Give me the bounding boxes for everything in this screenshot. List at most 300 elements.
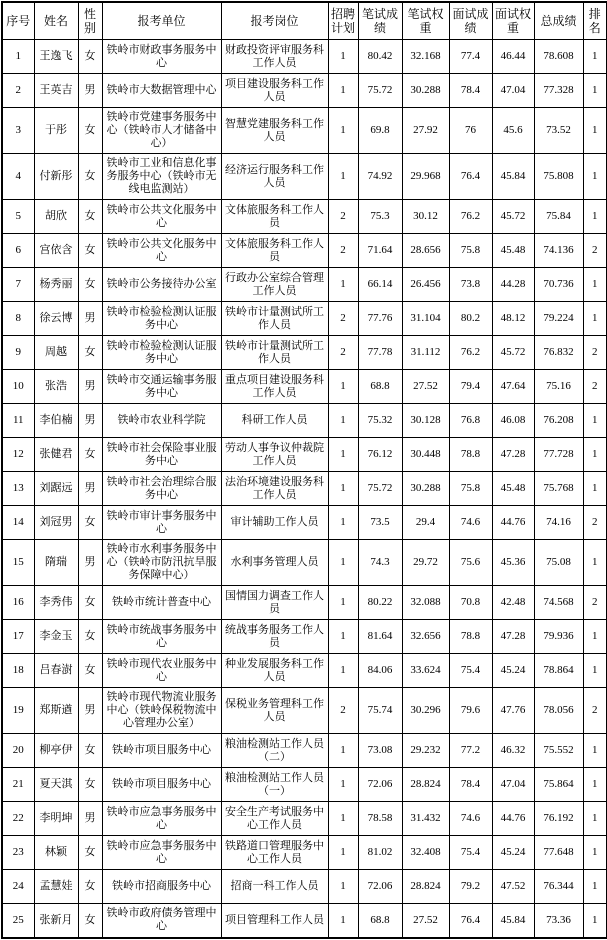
cell-written-weight: 27.52: [402, 904, 449, 938]
cell-serial: 15: [2, 540, 34, 586]
column-header-total-score: 总成绩: [534, 2, 583, 40]
cell-serial: 1: [2, 40, 34, 74]
cell-interview-weight: 46.08: [492, 404, 534, 438]
cell-plan: 2: [328, 688, 358, 734]
cell-name: 刘踞远: [34, 472, 78, 506]
cell-gender: 男: [78, 472, 102, 506]
cell-gender: 女: [78, 904, 102, 938]
table-row: [2, 802, 607, 836]
cell-unit: 铁岭市审计事务服务中心: [102, 506, 221, 540]
cell-name: 李秀伟: [34, 586, 78, 620]
cell-interview-weight: 47.52: [492, 870, 534, 904]
cell-position: 劳动人事争议仲裁院工作人员: [221, 438, 328, 472]
cell-serial: 24: [2, 870, 34, 904]
cell-plan: 1: [328, 586, 358, 620]
cell-total-score: 74.136: [534, 234, 583, 268]
cell-position: 科研工作人员: [221, 404, 328, 438]
cell-written-score: 66.14: [358, 268, 402, 302]
cell-written-weight: 26.456: [402, 268, 449, 302]
cell-unit: 铁岭市检验检测认证服务中心: [102, 302, 221, 336]
cell-gender: 女: [78, 654, 102, 688]
table-row: [2, 472, 607, 506]
table-row: [2, 734, 607, 768]
cell-total-score: 75.08: [534, 540, 583, 586]
cell-total-score: 75.808: [534, 154, 583, 200]
cell-gender: 女: [78, 438, 102, 472]
cell-total-score: 73.52: [534, 108, 583, 154]
cell-unit: 铁岭市公务接待办公室: [102, 268, 221, 302]
cell-interview-weight: 45.6: [492, 108, 534, 154]
cell-interview-score: 76.2: [449, 200, 492, 234]
cell-interview-weight: 45.48: [492, 472, 534, 506]
cell-interview-weight: 45.24: [492, 654, 534, 688]
cell-gender: 女: [78, 506, 102, 540]
table-row: [2, 620, 607, 654]
cell-name: 隋瑞: [34, 540, 78, 586]
cell-gender: 男: [78, 370, 102, 404]
cell-serial: 7: [2, 268, 34, 302]
cell-interview-score: 75.4: [449, 654, 492, 688]
cell-rank: 1: [583, 768, 607, 802]
cell-position: 项目管理科工作人员: [221, 904, 328, 938]
cell-name: 王逸飞: [34, 40, 78, 74]
cell-name: 张新月: [34, 904, 78, 938]
cell-interview-weight: 45.72: [492, 200, 534, 234]
cell-name: 张健君: [34, 438, 78, 472]
table-body: [2, 40, 607, 938]
cell-position: 国情国力调查工作人员: [221, 586, 328, 620]
cell-interview-score: 79.2: [449, 870, 492, 904]
cell-total-score: 76.344: [534, 870, 583, 904]
cell-rank: 1: [583, 74, 607, 108]
cell-interview-score: 77.4: [449, 40, 492, 74]
cell-plan: 1: [328, 802, 358, 836]
cell-written-score: 80.22: [358, 586, 402, 620]
column-header-gender: 性别: [78, 2, 102, 40]
cell-position: 铁岭市计量测试所工作人员: [221, 302, 328, 336]
cell-plan: 1: [328, 734, 358, 768]
cell-name: 柳亭伊: [34, 734, 78, 768]
cell-written-weight: 30.288: [402, 472, 449, 506]
cell-written-weight: 31.432: [402, 802, 449, 836]
cell-unit: 铁岭市项目服务中心: [102, 768, 221, 802]
cell-unit: 铁岭市统战事务服务中心: [102, 620, 221, 654]
cell-written-score: 76.12: [358, 438, 402, 472]
cell-total-score: 75.552: [534, 734, 583, 768]
cell-unit: 铁岭市现代农业服务中心: [102, 654, 221, 688]
table-row: [2, 404, 607, 438]
cell-total-score: 77.648: [534, 836, 583, 870]
cell-serial: 25: [2, 904, 34, 938]
cell-written-score: 73.08: [358, 734, 402, 768]
cell-total-score: 79.224: [534, 302, 583, 336]
table-row: [2, 336, 607, 370]
cell-name: 夏天淇: [34, 768, 78, 802]
table-row: [2, 586, 607, 620]
cell-gender: 女: [78, 268, 102, 302]
cell-unit: 铁岭市政府债务管理中心: [102, 904, 221, 938]
cell-plan: 1: [328, 438, 358, 472]
cell-total-score: 70.736: [534, 268, 583, 302]
cell-interview-weight: 47.28: [492, 620, 534, 654]
cell-rank: 2: [583, 370, 607, 404]
cell-rank: 2: [583, 586, 607, 620]
cell-gender: 女: [78, 234, 102, 268]
cell-rank: 1: [583, 540, 607, 586]
cell-rank: 2: [583, 506, 607, 540]
cell-plan: 1: [328, 540, 358, 586]
cell-gender: 男: [78, 74, 102, 108]
cell-interview-score: 75.8: [449, 234, 492, 268]
cell-gender: 女: [78, 870, 102, 904]
cell-serial: 16: [2, 586, 34, 620]
cell-position: 粮油检测站工作人员（一）: [221, 768, 328, 802]
cell-gender: 男: [78, 404, 102, 438]
cell-gender: 女: [78, 154, 102, 200]
cell-plan: 1: [328, 620, 358, 654]
cell-total-score: 73.36: [534, 904, 583, 938]
cell-name: 胡欣: [34, 200, 78, 234]
cell-name: 周越: [34, 336, 78, 370]
cell-position: 法治环境建设服务科工作人员: [221, 472, 328, 506]
cell-rank: 1: [583, 904, 607, 938]
cell-name: 宫依含: [34, 234, 78, 268]
cell-written-score: 73.5: [358, 506, 402, 540]
cell-interview-score: 78.8: [449, 620, 492, 654]
cell-plan: 2: [328, 200, 358, 234]
cell-interview-score: 79.6: [449, 688, 492, 734]
cell-position: 审计辅助工作人员: [221, 506, 328, 540]
cell-interview-weight: 47.76: [492, 688, 534, 734]
cell-rank: 1: [583, 870, 607, 904]
cell-written-weight: 30.288: [402, 74, 449, 108]
table-row: [2, 74, 607, 108]
cell-plan: 1: [328, 370, 358, 404]
cell-position: 统战事务服务工作人员: [221, 620, 328, 654]
cell-serial: 3: [2, 108, 34, 154]
cell-interview-weight: 44.76: [492, 506, 534, 540]
table-row: [2, 540, 607, 586]
cell-gender: 女: [78, 40, 102, 74]
cell-gender: 女: [78, 768, 102, 802]
cell-gender: 女: [78, 586, 102, 620]
cell-rank: 1: [583, 154, 607, 200]
cell-serial: 8: [2, 302, 34, 336]
cell-interview-score: 74.6: [449, 506, 492, 540]
cell-position: 保税业务管理科工作人员: [221, 688, 328, 734]
cell-unit: 铁岭市统计普查中心: [102, 586, 221, 620]
cell-written-score: 72.06: [358, 870, 402, 904]
cell-position: 财政投资评审服务科工作人员: [221, 40, 328, 74]
table-row: [2, 40, 607, 74]
cell-written-weight: 29.4: [402, 506, 449, 540]
column-header-interview-weight: 面试权重: [492, 2, 534, 40]
cell-interview-weight: 47.04: [492, 74, 534, 108]
cell-position: 行政办公室综合管理工作人员: [221, 268, 328, 302]
table-row: [2, 438, 607, 472]
cell-interview-score: 78.4: [449, 768, 492, 802]
table-row: [2, 870, 607, 904]
cell-serial: 14: [2, 506, 34, 540]
cell-total-score: 75.16: [534, 370, 583, 404]
cell-unit: 铁岭市公共文化服务中心: [102, 200, 221, 234]
cell-name: 付新彤: [34, 154, 78, 200]
cell-written-score: 80.42: [358, 40, 402, 74]
cell-position: 文体旅服务科工作人员: [221, 200, 328, 234]
cell-interview-weight: 45.36: [492, 540, 534, 586]
cell-interview-weight: 46.32: [492, 734, 534, 768]
cell-unit: 铁岭市公共文化服务中心: [102, 234, 221, 268]
cell-unit: 铁岭市农业科学院: [102, 404, 221, 438]
cell-gender: 女: [78, 200, 102, 234]
column-header-plan: 招聘计划: [328, 2, 358, 40]
cell-gender: 女: [78, 620, 102, 654]
cell-total-score: 76.832: [534, 336, 583, 370]
cell-written-score: 74.3: [358, 540, 402, 586]
cell-written-weight: 31.112: [402, 336, 449, 370]
cell-interview-weight: 44.28: [492, 268, 534, 302]
cell-position: 水利事务管理人员: [221, 540, 328, 586]
cell-rank: 2: [583, 336, 607, 370]
cell-written-weight: 32.168: [402, 40, 449, 74]
cell-total-score: 78.056: [534, 688, 583, 734]
cell-written-score: 75.72: [358, 472, 402, 506]
cell-written-score: 68.8: [358, 904, 402, 938]
cell-written-weight: 28.656: [402, 234, 449, 268]
cell-total-score: 75.84: [534, 200, 583, 234]
cell-serial: 10: [2, 370, 34, 404]
cell-interview-weight: 44.76: [492, 802, 534, 836]
column-header-interview-score: 面试成绩: [449, 2, 492, 40]
cell-written-score: 84.06: [358, 654, 402, 688]
cell-position: 安全生产考试服务中心工作人员: [221, 802, 328, 836]
cell-written-weight: 30.128: [402, 404, 449, 438]
cell-interview-score: 75.8: [449, 472, 492, 506]
cell-name: 吕春澍: [34, 654, 78, 688]
cell-rank: 1: [583, 472, 607, 506]
cell-written-score: 74.92: [358, 154, 402, 200]
cell-written-score: 77.76: [358, 302, 402, 336]
cell-total-score: 77.328: [534, 74, 583, 108]
cell-plan: 2: [328, 234, 358, 268]
cell-rank: 2: [583, 234, 607, 268]
cell-gender: 女: [78, 108, 102, 154]
cell-interview-score: 75.4: [449, 836, 492, 870]
cell-written-weight: 27.52: [402, 370, 449, 404]
exam-results-table: [1, 1, 607, 939]
cell-serial: 13: [2, 472, 34, 506]
cell-position: 智慧党建服务科工作人员: [221, 108, 328, 154]
cell-unit: 铁岭市现代物流业服务中心（铁岭保税物流中心管理办公室）: [102, 688, 221, 734]
cell-name: 杨秀丽: [34, 268, 78, 302]
cell-plan: 1: [328, 654, 358, 688]
cell-name: 徐云博: [34, 302, 78, 336]
cell-interview-score: 76.8: [449, 404, 492, 438]
cell-unit: 铁岭市财政事务服务中心: [102, 40, 221, 74]
cell-unit: 铁岭市水利事务服务中心（铁岭市防汛抗旱服务保障中心）: [102, 540, 221, 586]
cell-unit: 铁岭市项目服务中心: [102, 734, 221, 768]
column-header-written-score: 笔试成绩: [358, 2, 402, 40]
cell-serial: 2: [2, 74, 34, 108]
table-row: [2, 268, 607, 302]
cell-plan: 1: [328, 870, 358, 904]
cell-rank: 1: [583, 302, 607, 336]
column-header-name: 姓名: [34, 2, 78, 40]
cell-position: 重点项目建设服务科工作人员: [221, 370, 328, 404]
cell-interview-weight: 47.28: [492, 438, 534, 472]
cell-total-score: 79.936: [534, 620, 583, 654]
cell-written-weight: 30.12: [402, 200, 449, 234]
cell-plan: 1: [328, 268, 358, 302]
table-row: [2, 654, 607, 688]
cell-unit: 铁岭市检验检测认证服务中心: [102, 336, 221, 370]
cell-written-score: 69.8: [358, 108, 402, 154]
cell-gender: 女: [78, 836, 102, 870]
cell-written-weight: 28.824: [402, 768, 449, 802]
cell-written-score: 81.02: [358, 836, 402, 870]
cell-written-weight: 29.232: [402, 734, 449, 768]
cell-name: 郑斯遒: [34, 688, 78, 734]
cell-name: 王英吉: [34, 74, 78, 108]
cell-written-weight: 30.448: [402, 438, 449, 472]
cell-name: 李明坤: [34, 802, 78, 836]
cell-rank: 1: [583, 268, 607, 302]
cell-gender: 男: [78, 540, 102, 586]
cell-total-score: 75.768: [534, 472, 583, 506]
cell-interview-score: 76.2: [449, 336, 492, 370]
cell-serial: 11: [2, 404, 34, 438]
cell-unit: 铁岭市应急事务服务中心: [102, 836, 221, 870]
column-header-unit: 报考单位: [102, 2, 221, 40]
table-row: [2, 370, 607, 404]
cell-written-score: 75.32: [358, 404, 402, 438]
cell-position: 粮油检测站工作人员（二）: [221, 734, 328, 768]
table-row: [2, 904, 607, 938]
cell-interview-weight: 48.12: [492, 302, 534, 336]
cell-plan: 1: [328, 40, 358, 74]
cell-written-score: 81.64: [358, 620, 402, 654]
cell-gender: 女: [78, 336, 102, 370]
table-row: [2, 836, 607, 870]
cell-total-score: 76.208: [534, 404, 583, 438]
cell-name: 于彤: [34, 108, 78, 154]
cell-plan: 1: [328, 154, 358, 200]
cell-written-weight: 29.968: [402, 154, 449, 200]
cell-interview-score: 74.6: [449, 802, 492, 836]
cell-plan: 1: [328, 108, 358, 154]
cell-serial: 12: [2, 438, 34, 472]
cell-interview-score: 76.4: [449, 154, 492, 200]
cell-total-score: 75.864: [534, 768, 583, 802]
cell-written-weight: 30.296: [402, 688, 449, 734]
cell-written-weight: 32.408: [402, 836, 449, 870]
cell-total-score: 76.192: [534, 802, 583, 836]
cell-gender: 女: [78, 734, 102, 768]
cell-rank: 1: [583, 40, 607, 74]
table-row: [2, 506, 607, 540]
cell-rank: 1: [583, 734, 607, 768]
column-header-written-weight: 笔试权重: [402, 2, 449, 40]
cell-total-score: 78.864: [534, 654, 583, 688]
cell-rank: 1: [583, 200, 607, 234]
cell-unit: 铁岭市党建事务服务中心（铁岭市人才储备中心）: [102, 108, 221, 154]
cell-total-score: 74.568: [534, 586, 583, 620]
cell-written-weight: 32.088: [402, 586, 449, 620]
cell-interview-score: 77.2: [449, 734, 492, 768]
cell-written-weight: 32.656: [402, 620, 449, 654]
cell-name: 孟慧娃: [34, 870, 78, 904]
cell-interview-score: 75.6: [449, 540, 492, 586]
cell-gender: 男: [78, 302, 102, 336]
cell-serial: 5: [2, 200, 34, 234]
cell-rank: 2: [583, 688, 607, 734]
table-row: [2, 768, 607, 802]
cell-interview-weight: 45.84: [492, 154, 534, 200]
cell-name: 张浩: [34, 370, 78, 404]
cell-total-score: 74.16: [534, 506, 583, 540]
table-row: [2, 234, 607, 268]
cell-written-score: 77.78: [358, 336, 402, 370]
cell-interview-score: 79.4: [449, 370, 492, 404]
cell-name: 李伯楠: [34, 404, 78, 438]
cell-position: 招商一科工作人员: [221, 870, 328, 904]
cell-serial: 4: [2, 154, 34, 200]
table-row: [2, 154, 607, 200]
cell-rank: 1: [583, 404, 607, 438]
cell-interview-weight: 45.84: [492, 904, 534, 938]
cell-rank: 1: [583, 836, 607, 870]
cell-position: 经济运行服务科工作人员: [221, 154, 328, 200]
cell-interview-score: 70.8: [449, 586, 492, 620]
cell-written-score: 72.06: [358, 768, 402, 802]
cell-rank: 1: [583, 654, 607, 688]
cell-serial: 9: [2, 336, 34, 370]
cell-plan: 1: [328, 472, 358, 506]
cell-plan: 2: [328, 336, 358, 370]
cell-plan: 1: [328, 904, 358, 938]
cell-plan: 2: [328, 302, 358, 336]
cell-total-score: 77.728: [534, 438, 583, 472]
cell-interview-score: 76: [449, 108, 492, 154]
cell-written-score: 68.8: [358, 370, 402, 404]
cell-written-score: 75.72: [358, 74, 402, 108]
cell-interview-weight: 46.44: [492, 40, 534, 74]
cell-unit: 铁岭市社会保险事业服务中心: [102, 438, 221, 472]
cell-unit: 铁岭市交通运输事务服务中心: [102, 370, 221, 404]
cell-written-weight: 29.72: [402, 540, 449, 586]
cell-total-score: 78.608: [534, 40, 583, 74]
cell-plan: 1: [328, 768, 358, 802]
cell-serial: 22: [2, 802, 34, 836]
cell-interview-score: 73.8: [449, 268, 492, 302]
cell-interview-score: 78.4: [449, 74, 492, 108]
cell-position: 种业发展服务科工作人员: [221, 654, 328, 688]
cell-serial: 17: [2, 620, 34, 654]
cell-interview-weight: 47.04: [492, 768, 534, 802]
cell-written-score: 71.64: [358, 234, 402, 268]
cell-position: 铁岭市计量测试所工作人员: [221, 336, 328, 370]
column-header-rank: 排名: [583, 2, 607, 40]
table-row: [2, 688, 607, 734]
cell-name: 林颖: [34, 836, 78, 870]
cell-interview-weight: 45.24: [492, 836, 534, 870]
cell-interview-weight: 42.48: [492, 586, 534, 620]
column-header-serial: 序号: [2, 2, 34, 40]
cell-written-weight: 33.624: [402, 654, 449, 688]
cell-written-score: 75.3: [358, 200, 402, 234]
cell-serial: 21: [2, 768, 34, 802]
cell-gender: 男: [78, 688, 102, 734]
